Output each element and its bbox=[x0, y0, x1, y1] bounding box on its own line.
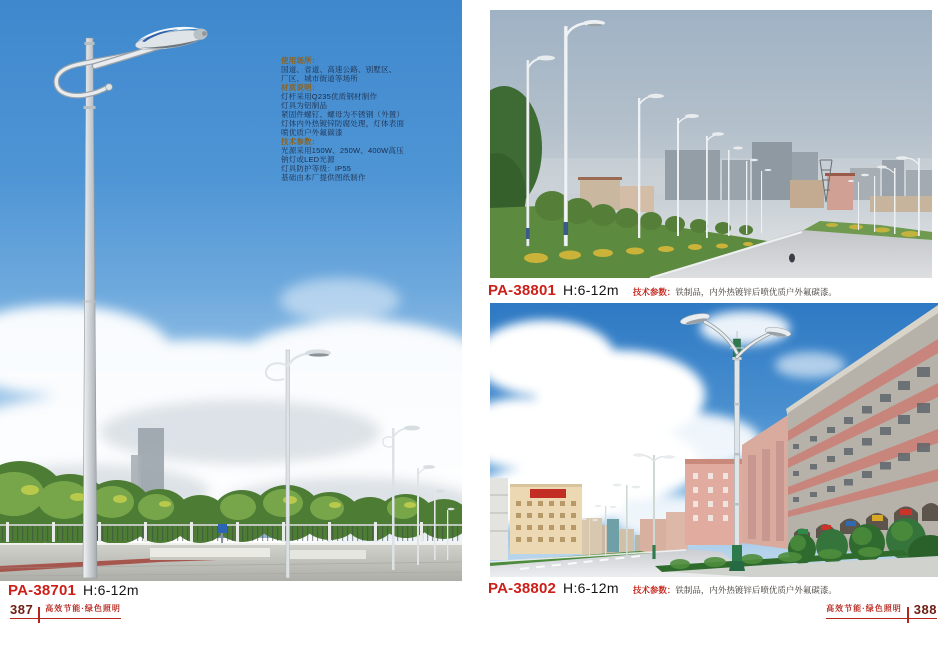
footer-tagline: 高效节能·绿色照明 bbox=[45, 604, 121, 613]
spec-heading: 使用场所： bbox=[281, 56, 320, 65]
product-code: PA-38701 bbox=[8, 582, 77, 599]
product-label-pa-38802 bbox=[488, 580, 837, 597]
spec-line: 国道、省道、高速公路、别墅区、 bbox=[281, 65, 397, 74]
spec-line: 喷优质户外氟碳漆 bbox=[281, 128, 343, 137]
product-code: PA-38801 bbox=[488, 282, 557, 299]
product-height-spec: H:6-12m bbox=[563, 580, 619, 596]
product-label-pa-38701 bbox=[8, 582, 139, 599]
tech-params-desc: 铁制品，内外热镀锌后喷优质户外氟碳漆。 bbox=[675, 585, 837, 595]
spec-heading: 材质说明： bbox=[281, 83, 320, 92]
spec-line: 紧固件螺钉、螺母为不锈钢（外置） bbox=[281, 110, 405, 119]
spec-text-block bbox=[281, 56, 453, 182]
spec-line: 灯体内外热镀锌防腐处理，灯体表面 bbox=[281, 119, 405, 128]
page-number: 387 bbox=[10, 602, 34, 617]
spec-line: 灯具为铝制品 bbox=[281, 101, 328, 110]
product-height-spec: H:6-12m bbox=[563, 282, 619, 298]
tech-params-desc: 铁制品，内外热镀锌后喷优质户外氟碳漆。 bbox=[675, 287, 837, 297]
page-number: 388 bbox=[913, 602, 937, 617]
footer-divider bbox=[38, 607, 40, 623]
spec-heading: 技术参数： bbox=[281, 137, 320, 146]
tech-params-label: 技术参数： bbox=[632, 287, 676, 297]
spec-line: 灯具防护等级：IP55 bbox=[281, 164, 352, 173]
footer-right bbox=[826, 601, 937, 619]
product-label-pa-38801 bbox=[488, 282, 837, 299]
photo-pa-38801 bbox=[490, 10, 932, 278]
spec-line: 厂区、城市街道等场所 bbox=[281, 74, 358, 83]
tech-params-label: 技术参数： bbox=[632, 585, 676, 595]
footer-left bbox=[10, 601, 121, 619]
photo-pa-38802 bbox=[490, 303, 938, 577]
footer-divider bbox=[907, 607, 909, 623]
product-height-spec: H:6-12m bbox=[83, 582, 139, 598]
spec-line: 灯杆采用Q235优质钢材制作 bbox=[281, 92, 378, 101]
product-code: PA-38802 bbox=[488, 580, 557, 597]
spec-line: 光源采用150W、250W、400W高压 bbox=[281, 146, 404, 155]
footer-tagline: 高效节能·绿色照明 bbox=[826, 604, 902, 613]
spec-line: 基础由本厂提供图纸制作 bbox=[281, 173, 366, 182]
spec-line: 钠灯或LED光源 bbox=[281, 155, 335, 164]
